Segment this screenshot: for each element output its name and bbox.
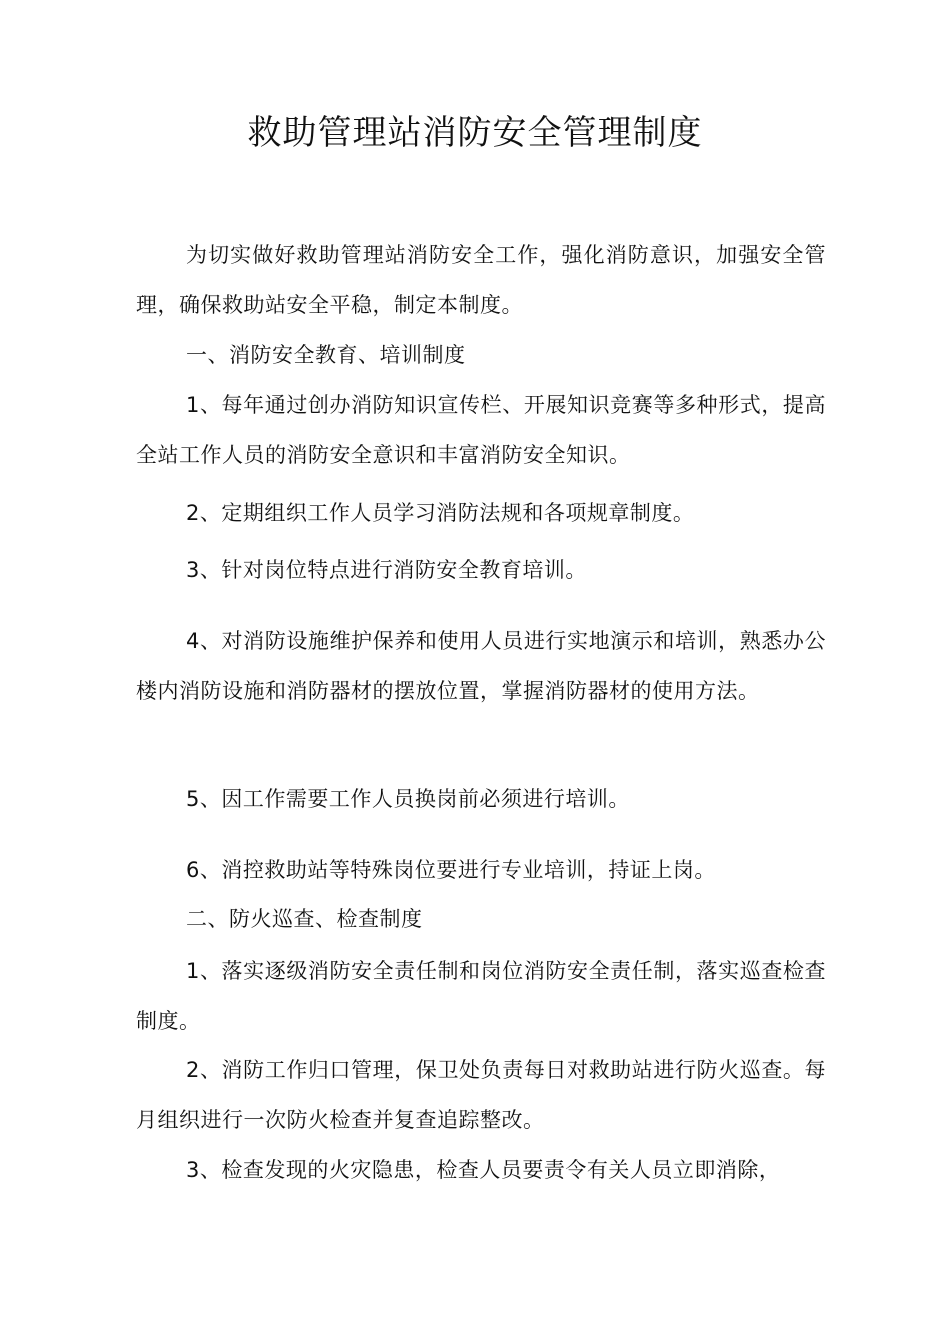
document-title: 救助管理站消防安全管理制度	[247, 113, 703, 153]
list-item: 2、定期组织工作人员学习消防法规和各项规章制度。	[186, 501, 695, 525]
list-item: 4、对消防设施维护保养和使用人员进行实地演示和培训，熟悉办公楼内消防设施和消防器材的摆放位置，掌握消防器材的使用方法。	[136, 629, 826, 703]
list-item: 3、针对岗位特点进行消防安全教育培训。	[186, 558, 587, 582]
list-item: 3、检查发现的火灾隐患，检查人员要责令有关人员立即消除，	[186, 1158, 781, 1182]
list-item: 2、消防工作归口管理，保卫处负责每日对救助站进行防火巡查。每月组织进行一次防火检查并复查追踪整改。	[136, 1058, 826, 1132]
list-item: 1、每年通过创办消防知识宣传栏、开展知识竞赛等多种形式，提高全站工作人员的消防安全意识和丰富消防安全知识。	[136, 393, 826, 467]
list-item: 5、因工作需要工作人员换岗前必须进行培训。	[186, 787, 630, 811]
section-heading-2: 二、防火巡查、检查制度	[186, 907, 423, 931]
list-item: 6、消控救助站等特殊岗位要进行专业培训，持证上岗。	[186, 858, 716, 882]
section-heading-1: 一、消防安全教育、培训制度	[186, 343, 466, 367]
intro-paragraph: 为切实做好救助管理站消防安全工作，强化消防意识，加强安全管理，确保救助站安全平稳，制定本制度。	[136, 243, 826, 317]
list-item: 1、落实逐级消防安全责任制和岗位消防安全责任制，落实巡查检查制度。	[136, 959, 826, 1033]
